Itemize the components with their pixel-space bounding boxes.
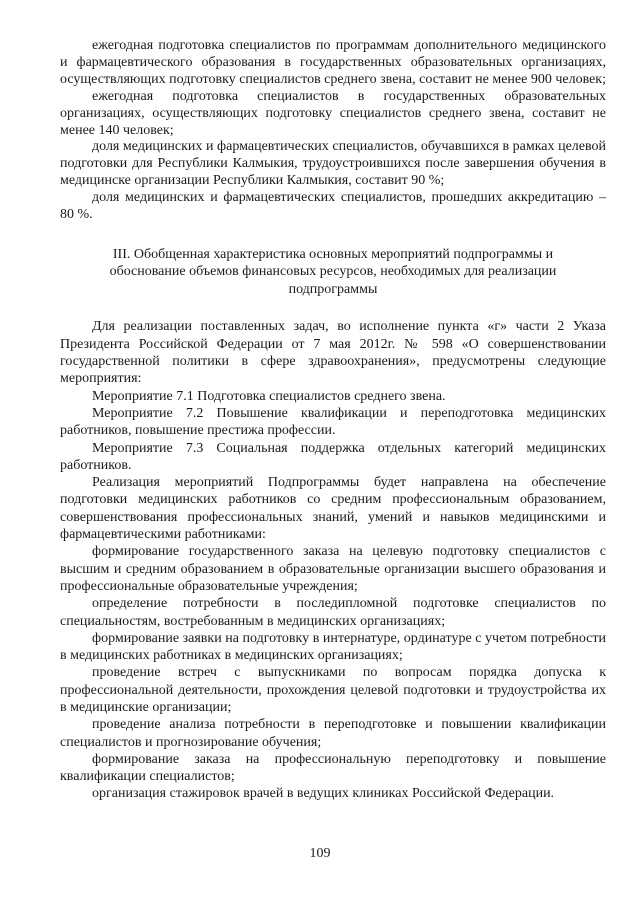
indicator-paragraph: доля медицинских и фармацевтических специалистов, прошедших аккредитацию – 80 %.: [60, 190, 606, 223]
indicator-paragraph: доля медицинских и фармацевтических специалистов, обучавшихся в рамках целевой подготовки для Республики Калмыкия, трудоустроившихся после завершения обучения в медицинске организации Республики Калмыкия, составит 90 %;: [60, 139, 606, 189]
body-paragraph: Для реализации поставленных задач, во исполнение пункта «г» части 2 Указа Президента Российской Федерации от 7 мая 2012г. № 598 «О совершенствовании государственной политики в сфере здравоохранения», предусмотрены следующие мероприятия:: [60, 319, 606, 387]
action-item: проведение встреч с выпускниками по вопросам порядка допуска к профессиональной деятельности, прохождения целевой подготовки и трудоустройства их в медицинские организации;: [60, 665, 606, 715]
indicators-list: [60, 38, 606, 224]
measure-item: Мероприятие 7.3 Социальная поддержка отдельных категорий медицинских работников.: [60, 440, 606, 473]
body-paragraph: Реализация мероприятий Подпрограммы будет направлена на обеспечение подготовки медицинских работников со средним профессиональным образованием, совершенствования профессиональных знаний, умений и навыков медицинскими и фармацевтическими работниками:: [60, 475, 606, 543]
action-item: организация стажировок врачей в ведущих клиниках Российской Федерации.: [92, 786, 555, 802]
measure-item: Мероприятие 7.1 Подготовка специалистов среднего звена.: [92, 388, 446, 404]
action-item: проведение анализа потребности в переподготовке и повышении квалификации специалистов и прогнозирование обучения;: [60, 717, 606, 750]
action-item: определение потребности в последипломной подготовке специалистов по специальностям, востребованным в медицинских организациях;: [60, 596, 606, 629]
indicator-paragraph: ежегодная подготовка специалистов в государственных образовательных организациях, осуществляющих подготовку специалистов среднего звена, составит не менее 140 человек;: [60, 88, 606, 138]
measure-item: Мероприятие 7.2 Повышение квалификации и переподготовка медицинских работников, повышение престижа профессии.: [60, 405, 606, 439]
action-item: формирование заказа на профессиональную переподготовку и повышение квалификации специалистов;: [60, 751, 606, 785]
action-item: формирование государственного заказа на целевую подготовку специалистов с высшим и средним образованием в образовательные организации высшего образования и профессиональные образовательные учреждения;: [60, 544, 606, 594]
page-number: 109: [309, 846, 331, 861]
section-body: [60, 318, 606, 802]
indicator-paragraph: ежегодная подготовка специалистов по программам дополнительного медицинского и фармацевтического образования в государственных образовательных организациях, осуществляющих подготовку специалистов среднего звена, составит не менее 900 человек;: [60, 38, 606, 87]
action-item: формирование заявки на подготовку в интернатуре, ординатуре с учетом потребности в медицинских работниках в медицинских организациях;: [60, 630, 606, 664]
section-heading: III. Обобщенная характеристика основных мероприятий подпрограммы и обоснование объемов финансовых ресурсов, необходимых для реализации подпрограммы: [109, 246, 557, 297]
